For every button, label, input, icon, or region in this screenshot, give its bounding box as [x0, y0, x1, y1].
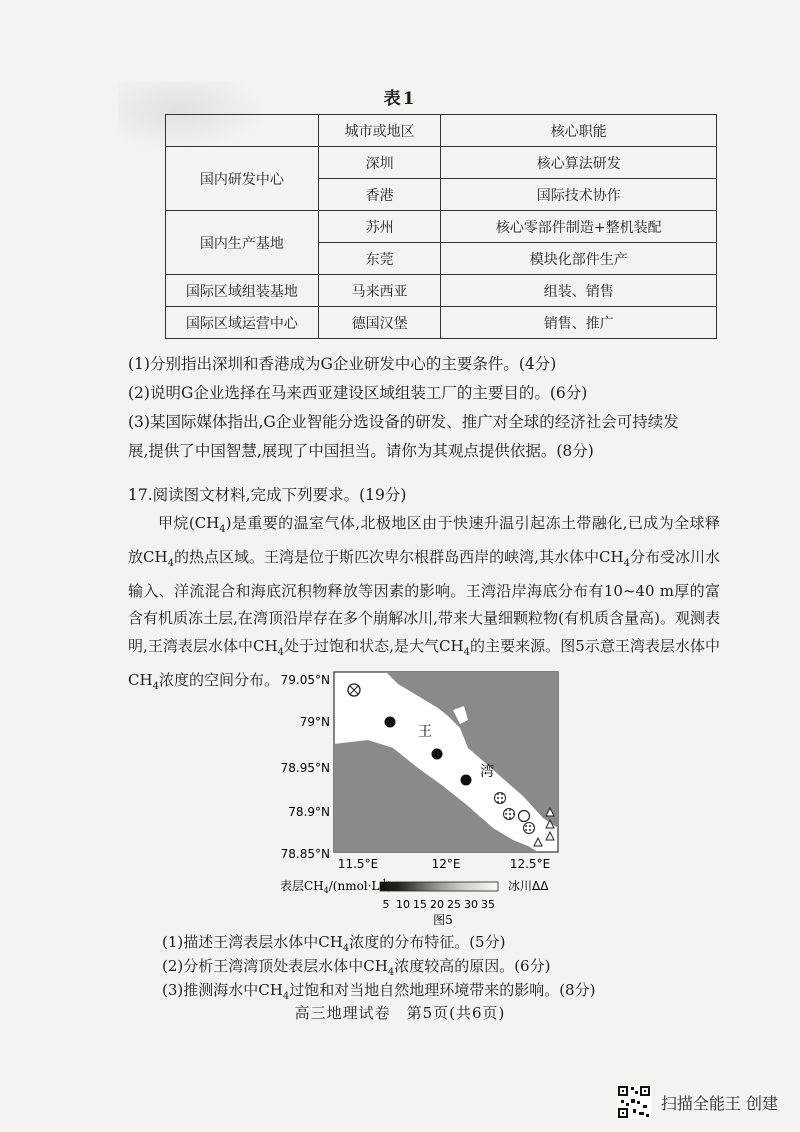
table-header-function: 核心职能: [441, 115, 717, 147]
group-label: 国内生产基地: [166, 211, 319, 275]
lon-label: 12°E: [431, 857, 461, 871]
subscript: 4: [152, 680, 159, 692]
subscript: 4: [219, 524, 226, 535]
table-title: 表1: [383, 89, 417, 109]
subscript: 4: [167, 557, 174, 569]
legend-tick: 15: [413, 898, 427, 911]
table-row: [166, 307, 717, 339]
sample-point: [495, 793, 506, 804]
function-table: [165, 114, 717, 339]
bay-label-wan: 湾: [480, 764, 494, 780]
table-header-blank: [166, 115, 319, 147]
function-cell: 核心零部件制造+整机装配: [441, 211, 717, 243]
city-cell: 深圳: [318, 147, 441, 179]
legend-tick: 10: [396, 898, 410, 911]
q16-sub1: (1)分别指出深圳和香港成为G企业研发中心的主要条件。(4分): [128, 355, 557, 373]
function-cell: 核心算法研发: [441, 147, 717, 179]
group-label: 国际区域组装基地: [166, 275, 319, 307]
legend-tick: 25: [447, 898, 461, 911]
lat-label: 78.9°N: [288, 805, 330, 819]
q16-sub2: (2)说明G企业选择在马来西亚建设区域组装工厂的主要目的。(6分): [128, 384, 588, 402]
watermark-text: 扫描全能王 创建: [660, 1093, 778, 1113]
q16-sub3-line2: 展,提供了中国智慧,展现了中国担当。请你为其观点提供依据。(8分): [128, 442, 594, 460]
lon-label: 11.5°E: [337, 857, 379, 871]
function-cell: 销售、推广: [441, 307, 717, 339]
function-cell: 国际技术协作: [441, 179, 717, 211]
city-cell: 苏州: [318, 211, 441, 243]
city-cell: 东莞: [318, 243, 441, 275]
longitude-labels: [338, 857, 550, 871]
lon-label: 12.5°E: [509, 857, 551, 871]
q17-sub3: (3)推测海水中$CH_4$过饱和对当地自然地理环境带来的影响。(8分): [162, 981, 596, 1002]
figure-5-map: [268, 668, 568, 928]
function-cell: 模块化部件生产: [441, 243, 717, 275]
sample-point: [504, 809, 515, 820]
city-cell: 德国汉堡: [318, 307, 441, 339]
q17-title: 17.阅读图文材料,完成下列要求。(19分): [128, 486, 407, 504]
passage-text: )是重要的温室气体,北极地区由于快速升温引起冻土带融化,已成为全球释放CH: [128, 514, 720, 566]
subscript: 4: [277, 647, 284, 659]
legend-title: 表层$CH_4/(nmol\cdot L$: [280, 879, 380, 895]
sample-point: [385, 717, 396, 728]
passage-text: 浓度的空间分布。: [158, 670, 279, 689]
legend-ticks: [383, 898, 496, 911]
table-header-city: 城市或地区: [318, 115, 441, 147]
legend-tick: 5: [382, 898, 390, 911]
city-cell: 香港: [318, 179, 441, 211]
passage-text: 的热点区域。王湾是位于斯匹次卑尔根群岛西岸的峡湾,其水体中CH: [173, 547, 624, 566]
q16-sub3-line1: (3)某国际媒体指出,G企业智能分选设备的研发、推广对全球的经济社会可持续发: [128, 413, 679, 431]
q17-sub1: (1)描述王湾表层水体中$CH_4$浓度的分布特征。(5分): [162, 933, 506, 954]
sample-point: [519, 811, 530, 822]
passage-text: 处于过饱和状态,是大气CH: [283, 637, 464, 656]
qr-code-icon: [617, 1085, 651, 1119]
sample-point: [432, 749, 443, 760]
lat-label: 78.85°N: [280, 847, 330, 861]
table-header-row: [166, 115, 717, 147]
scanner-watermark: [617, 1085, 778, 1119]
q17-sub2: (2)分析王湾湾顶处表层水体中$CH_4$浓度较高的原因。(6分): [162, 957, 551, 978]
latitude-labels: [281, 673, 330, 861]
figure-caption: 图5: [433, 913, 453, 927]
subscript: 4: [463, 647, 470, 659]
lat-label: 78.95°N: [280, 761, 330, 775]
legend-tick: 20: [430, 898, 444, 911]
subscript: 4: [623, 557, 630, 569]
group-label: 国内研发中心: [166, 147, 319, 211]
sample-point: [461, 775, 472, 786]
lat-label: 79.05°N: [280, 673, 330, 687]
function-cell: 组装、销售: [441, 275, 717, 307]
sample-point: [524, 823, 535, 834]
color-bar: [380, 882, 498, 891]
passage-text: 分布受冰川水输入、洋流混合和海底沉积物释放等因素的影响。王湾沿岸海底分布有10~40 m厚的富含有机质冻土层,在湾顶沿岸存在多个崩解冰川,带来大量细颗粒物(有机质含量高)。观测表明,王湾表层水体中CH: [128, 547, 720, 656]
table-row: [166, 211, 717, 243]
passage-text: 的主要来源。图5示意王湾表层水体中CH: [128, 637, 721, 689]
legend-tick: 30: [464, 898, 478, 911]
passage-text: 甲烷(CH: [158, 514, 220, 532]
city-cell: 马来西亚: [318, 275, 441, 307]
page-footer: 高三地理试卷 第5页(共6页): [294, 1004, 506, 1022]
lat-label: 79°N: [299, 715, 330, 729]
table-row: [166, 147, 717, 179]
table-row: [166, 275, 717, 307]
bay-label-wang: 王: [418, 724, 432, 740]
bay-map-svg: [268, 668, 568, 928]
glacier-legend: 冰川ΔΔ: [508, 879, 549, 893]
group-label: 国际区域运营中心: [166, 307, 319, 339]
legend-tick: 35: [481, 898, 495, 911]
